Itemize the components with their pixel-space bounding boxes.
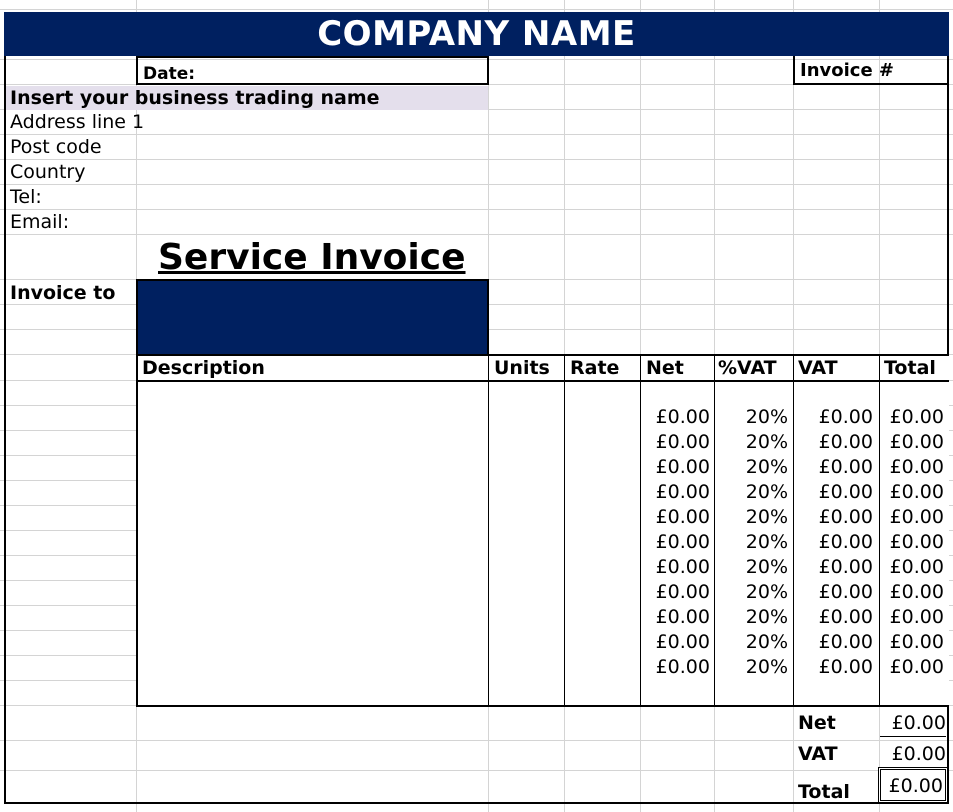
row-net[interactable]: £0.00 [655, 656, 710, 678]
document-title: Service Invoice [158, 237, 466, 278]
row-total[interactable]: £0.00 [889, 506, 944, 528]
row-vat[interactable]: £0.00 [818, 506, 873, 528]
trading-name-cell[interactable] [6, 86, 488, 110]
row-vat-pct[interactable]: 20% [745, 481, 788, 503]
col-sep-net [640, 354, 641, 706]
country: Country [10, 161, 86, 183]
summary-vat-value[interactable]: £0.00 [880, 742, 946, 768]
row-total[interactable]: £0.00 [889, 631, 944, 653]
date-cell[interactable] [136, 56, 489, 85]
address-line: Address line 1 [10, 111, 145, 133]
row-vat-pct[interactable]: 20% [745, 556, 788, 578]
header-vat-pct: %VAT [718, 357, 777, 379]
tel-label: Tel: [10, 186, 42, 208]
email-label: Email: [10, 211, 70, 233]
row-vat[interactable]: £0.00 [818, 406, 873, 428]
row-total[interactable]: £0.00 [889, 431, 944, 453]
row-vat[interactable]: £0.00 [818, 481, 873, 503]
row-vat-pct[interactable]: 20% [745, 631, 788, 653]
summary-net-label: Net [798, 712, 836, 734]
summary-vat-label: VAT [798, 743, 838, 765]
row-vat-pct[interactable]: 20% [745, 606, 788, 628]
row-vat-pct[interactable]: 20% [745, 531, 788, 553]
summary-total-label: Total [798, 781, 850, 803]
header-description: Description [142, 357, 265, 379]
header-total: Total [884, 357, 936, 379]
header-vat: VAT [798, 357, 838, 379]
header-units: Units [494, 357, 550, 379]
post-code: Post code [10, 136, 102, 158]
header-net: Net [646, 357, 684, 379]
row-net[interactable]: £0.00 [655, 456, 710, 478]
summary-total-value[interactable]: £0.00 [878, 767, 948, 803]
row-total[interactable]: £0.00 [889, 581, 944, 603]
invoice-number-cell[interactable] [793, 56, 949, 85]
date-label: Date: [143, 64, 196, 84]
col-sep-total [879, 354, 880, 706]
row-vat[interactable]: £0.00 [818, 456, 873, 478]
row-total[interactable]: £0.00 [889, 556, 944, 578]
row-net[interactable]: £0.00 [655, 506, 710, 528]
col-sep-rate [564, 354, 565, 706]
row-net[interactable]: £0.00 [655, 531, 710, 553]
table-bottom-border [136, 705, 949, 707]
row-vat[interactable]: £0.00 [818, 581, 873, 603]
row-vat[interactable]: £0.00 [818, 431, 873, 453]
header-rate: Rate [570, 357, 620, 379]
row-vat-pct[interactable]: 20% [745, 431, 788, 453]
invoice-number-label: Invoice # [800, 60, 895, 81]
row-net[interactable]: £0.00 [655, 481, 710, 503]
row-vat[interactable]: £0.00 [818, 656, 873, 678]
row-net[interactable]: £0.00 [655, 406, 710, 428]
row-vat-pct[interactable]: 20% [745, 656, 788, 678]
row-total[interactable]: £0.00 [889, 531, 944, 553]
row-net[interactable]: £0.00 [655, 431, 710, 453]
col-sep-left [136, 354, 138, 706]
row-vat-pct[interactable]: 20% [745, 506, 788, 528]
business-trading-name: Insert your business trading name [10, 87, 380, 109]
row-net[interactable]: £0.00 [655, 631, 710, 653]
row-vat[interactable]: £0.00 [818, 556, 873, 578]
col-sep-units [488, 354, 489, 706]
row-vat-pct[interactable]: 20% [745, 406, 788, 428]
row-net[interactable]: £0.00 [655, 581, 710, 603]
row-total[interactable]: £0.00 [889, 481, 944, 503]
row-total[interactable]: £0.00 [889, 656, 944, 678]
col-sep-vat [793, 354, 794, 706]
company-name-banner[interactable] [4, 12, 949, 56]
invoice-to-box[interactable] [136, 279, 489, 356]
row-total[interactable]: £0.00 [889, 406, 944, 428]
summary-net-value[interactable]: £0.00 [880, 711, 946, 737]
col-sep-vatpct [714, 354, 715, 706]
row-total[interactable]: £0.00 [889, 456, 944, 478]
row-vat-pct[interactable]: 20% [745, 456, 788, 478]
company-name: COMPANY NAME [317, 14, 636, 54]
row-net[interactable]: £0.00 [655, 556, 710, 578]
invoice-to-label: Invoice to [10, 282, 116, 304]
row-total[interactable]: £0.00 [889, 606, 944, 628]
row-vat-pct[interactable]: 20% [745, 581, 788, 603]
row-vat[interactable]: £0.00 [818, 531, 873, 553]
row-vat[interactable]: £0.00 [818, 631, 873, 653]
row-net[interactable]: £0.00 [655, 606, 710, 628]
row-vat[interactable]: £0.00 [818, 606, 873, 628]
